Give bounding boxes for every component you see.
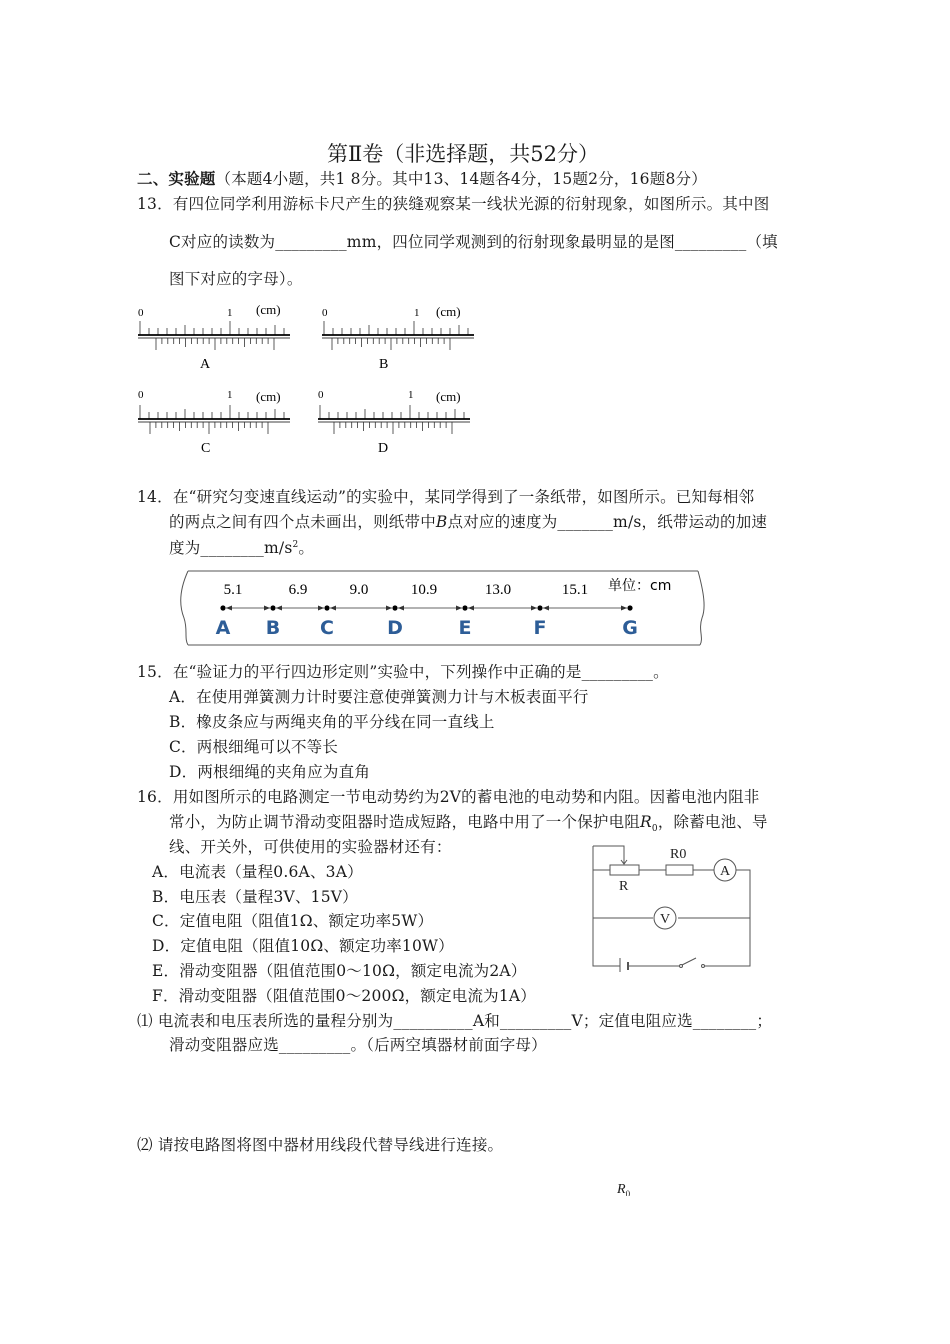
circuit-diagram (588, 842, 758, 972)
tape-dot (270, 605, 275, 610)
q15-option: D．两根细绳的夹角应为直角 (169, 763, 371, 781)
tape-arrowhead (330, 606, 336, 611)
q14-line3 (169, 536, 314, 558)
rheostat-slider-arrow (621, 852, 627, 864)
circuit-wire-outer (593, 846, 624, 862)
q16-var-sub: 0 (651, 824, 658, 835)
tape-point-label: C (320, 617, 334, 639)
tape-point-label: G (622, 617, 638, 639)
vernier-ticks (156, 338, 274, 350)
tape-right-tear (698, 571, 704, 645)
q16-option: E．滑动变阻器（阻值范围0～10Ω，额定电流为2A） (152, 962, 527, 980)
q16-sub1-line2: 滑动变阻器应选_________。（后两空填器材前面字母） (169, 1036, 547, 1054)
q13-line2: C对应的读数为_________mm，四位同学观测到的衍射现象最明显的是图_________（填 (169, 233, 778, 251)
tape-dot (537, 605, 542, 610)
caliper-one-label: 1 (414, 307, 420, 319)
page-title: 第Ⅱ卷（非选择题，共52分） (327, 142, 599, 166)
q16-line2-pre: 常小，为防止调节滑动变阻器时造成短路，电路中用了一个保护电阻 (169, 813, 641, 831)
q14-line3-sup: 2 (292, 539, 299, 550)
tape-dot (392, 605, 397, 610)
partial-r0-sub: 0 (625, 1188, 631, 1196)
caliper-unit-label: (cm) (436, 304, 461, 319)
caliper-unit-label: (cm) (256, 302, 281, 317)
tape-arrowhead (386, 606, 392, 611)
section-header (137, 167, 707, 189)
tape-arrowhead (264, 606, 270, 611)
tape-left-tear (181, 571, 188, 645)
main-scale-ticks (140, 405, 284, 419)
section-desc: （本题4小题，共1 8分。其中13、14题各4分，15题2分，16题8分） (215, 170, 707, 188)
tape-arrowhead (468, 606, 474, 611)
q16-option: F．滑动变阻器（阻值范围0～200Ω，额定电流为1A） (152, 987, 537, 1005)
tape-arrowhead (318, 606, 324, 611)
caliper-c (138, 389, 290, 456)
tape-point-label: F (533, 617, 547, 639)
q14-line2 (169, 510, 767, 532)
tape-arrowhead (398, 606, 404, 611)
main-scale-ticks (140, 321, 284, 335)
q14-var-b: B (435, 513, 448, 531)
rheostat (610, 865, 639, 875)
tape-distance: 9.0 (349, 582, 369, 598)
tape-point-label: E (458, 617, 472, 639)
voltmeter-label: V (659, 912, 671, 927)
tape-arrowhead (226, 606, 232, 611)
ammeter-label: A (719, 864, 731, 879)
main-scale-ticks (320, 405, 464, 419)
partial-r0-label (617, 1182, 630, 1196)
tape-dot (220, 605, 225, 610)
q16-line3: 线、开关外，可供使用的实验器材还有： (169, 838, 452, 856)
caliper-one-label: 1 (227, 307, 233, 319)
vernier-ticks (150, 422, 268, 434)
q15-option: B．橡皮条应与两绳夹角的平分线在同一直线上 (169, 713, 495, 731)
tape-distance: 6.9 (288, 582, 308, 598)
rheostat-label: R (619, 879, 629, 894)
tape-distance: 15.1 (561, 582, 589, 598)
q14-line2-pre: 的两点之间有四个点未画出，则纸带中 (169, 513, 436, 531)
tape-arrowhead (621, 606, 627, 611)
switch-terminal-right (702, 965, 705, 968)
caliper-d (318, 389, 470, 456)
vernier-ticks (334, 422, 452, 434)
q13-line1: 13．有四位同学利用游标卡尺产生的狭缝观察某一线状光源的衍射现象，如图所示。其中图 (137, 195, 770, 213)
caliper-one-label: 1 (408, 389, 414, 401)
tape-dot (627, 605, 632, 610)
tape-point-label: D (387, 617, 403, 639)
q15-option: C．两根细绳可以不等长 (169, 738, 339, 756)
q15-stem: 15．在“验证力的平行四边形定则”实验中，下列操作中正确的是_________。 (137, 663, 669, 681)
tape-dot (324, 605, 329, 610)
q16-option: D．定值电阻（阻值10Ω、额定功率10W） (152, 937, 454, 955)
tape-arrowhead (543, 606, 549, 611)
partial-r0-var: R (617, 1182, 626, 1196)
caliper-name: B (379, 357, 389, 372)
q16-var-r: R (640, 813, 652, 831)
tape-distance: 10.9 (410, 582, 438, 598)
q15-option: A．在使用弹簧测力计时要注意使弹簧测力计与木板表面平行 (169, 688, 589, 706)
q16-line1: 16．用如图所示的电路测定一节电动势约为2V的蓄电池的电动势和内阻。因蓄电池内阻非 (137, 788, 760, 806)
resistor-r0 (666, 865, 693, 875)
caliper-a (138, 302, 290, 372)
caliper-name: C (201, 441, 211, 456)
tape-marks (220, 605, 632, 610)
caliper-b (322, 304, 474, 372)
tape-distance: 13.0 (484, 582, 512, 598)
tape-point-label: A (215, 617, 231, 639)
q14-line1: 14．在“研究匀变速直线运动”的实验中，某同学得到了一条纸带，如图所示。已知每相邻 (137, 488, 755, 506)
caliper-one-label: 1 (227, 389, 233, 401)
resistor-r0-label: R0 (670, 847, 687, 862)
vernier-ticks (332, 338, 450, 350)
main-scale-ticks (324, 321, 468, 335)
q14-line2-post: 点对应的速度为_______m/s，纸带运动的加速 (447, 513, 768, 531)
caliper-unit-label: (cm) (256, 389, 281, 404)
q16-sub2: ⑵ 请按电路图将图中器材用线段代替导线进行连接。 (137, 1136, 504, 1154)
tape-arrowhead (276, 606, 282, 611)
tape-unit: 单位：cm (608, 578, 672, 594)
q14-line3-pre: 度为________m/s (169, 539, 293, 557)
tape-arrowhead (456, 606, 462, 611)
q13-line3: 图下对应的字母）。 (169, 270, 303, 288)
paper-tape-figure (178, 568, 718, 650)
caliper-figure (130, 298, 490, 458)
switch-blade (682, 958, 696, 965)
caliper-name: D (378, 441, 389, 456)
q16-option: A．电流表（量程0.6A、3A） (152, 863, 363, 881)
q16-sub1-line1: ⑴ 电流表和电压表所选的量程分别为__________A和_________V；定值电阻应选________； (137, 1012, 773, 1030)
q14-line3-post: 。 (298, 539, 315, 557)
caliper-zero-label: 0 (138, 307, 144, 319)
caliper-name: A (200, 357, 211, 372)
caliper-zero-label: 0 (318, 389, 324, 401)
caliper-unit-label: (cm) (436, 389, 461, 404)
q16-option: B．电压表（量程3V、15V） (152, 888, 358, 906)
section-label: 二、实验题 (137, 169, 216, 188)
tape-point-label: B (265, 617, 281, 639)
q16-option: C．定值电阻（阻值1Ω、额定功率5W） (152, 912, 434, 930)
tape-arrowhead (531, 606, 537, 611)
q16-line2 (169, 810, 768, 834)
circuit-wire-left (593, 846, 616, 966)
caliper-zero-label: 0 (322, 307, 328, 319)
tape-dot (462, 605, 467, 610)
caliper-zero-label: 0 (138, 389, 144, 401)
q16-line2-post: ，除蓄电池、导 (657, 813, 768, 831)
tape-distance: 5.1 (223, 582, 243, 598)
